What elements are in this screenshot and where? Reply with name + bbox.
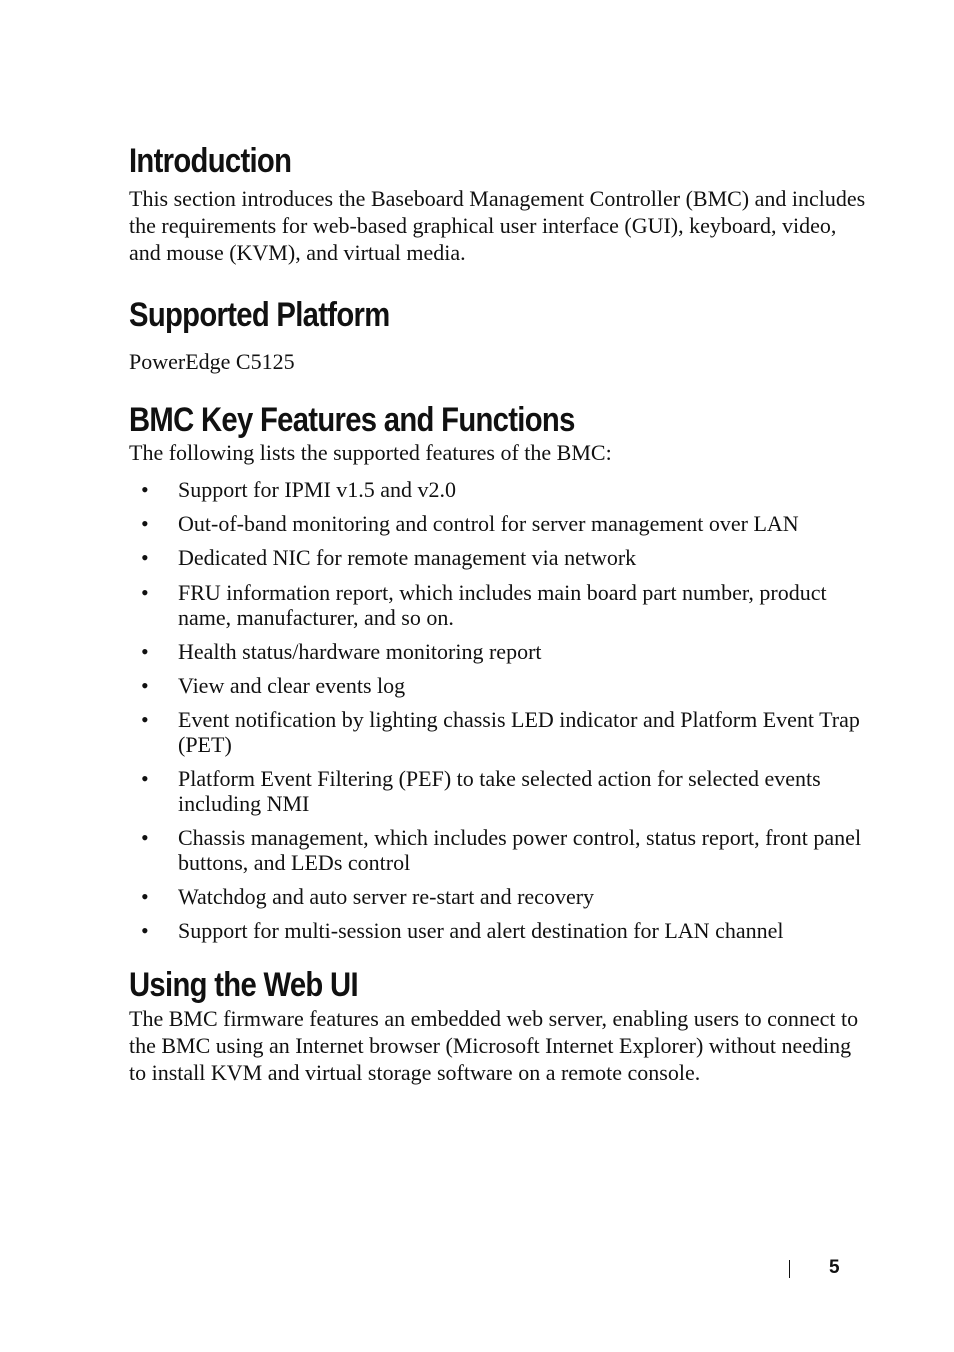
list-item-text: Support for IPMI v1.5 and v2.0 bbox=[178, 477, 457, 502]
list-item bbox=[129, 639, 869, 664]
list-item-text: Platform Event Filtering (PEF) to take selected action for selected events including NMI bbox=[178, 766, 821, 816]
bullet-icon: • bbox=[141, 580, 149, 605]
list-item bbox=[129, 707, 869, 757]
bullet-icon: • bbox=[141, 766, 149, 791]
bullet-icon: • bbox=[141, 673, 149, 698]
list-item-text: View and clear events log bbox=[178, 673, 406, 698]
list-item bbox=[129, 918, 869, 943]
list-item-text: Out-of-band monitoring and control for server management over LAN bbox=[178, 511, 799, 536]
list-item-text: Support for multi-session user and alert destination for LAN channel bbox=[178, 918, 784, 943]
bullet-icon: • bbox=[141, 511, 149, 536]
introduction-paragraph: This section introduces the Baseboard Management Controller (BMC) and includes the requirements for web-based graphical user interface (GUI), keyboard, video, and mouse (KVM), and virtual media. bbox=[129, 186, 866, 265]
bullet-icon: • bbox=[141, 825, 149, 850]
list-item bbox=[129, 766, 869, 816]
footer-divider bbox=[789, 1260, 790, 1278]
list-item bbox=[129, 884, 869, 909]
bullet-icon: • bbox=[141, 639, 149, 664]
web-ui-heading: Using the Web UI bbox=[129, 966, 358, 1004]
list-item-text: Chassis management, which includes power control, status report, front panel buttons, and LEDs control bbox=[178, 825, 862, 875]
page-number: 5 bbox=[829, 1257, 840, 1278]
list-item-text: Health status/hardware monitoring report bbox=[178, 639, 542, 664]
introduction-heading: Introduction bbox=[129, 142, 292, 180]
bullet-icon: • bbox=[141, 477, 149, 502]
list-item bbox=[129, 545, 869, 570]
list-item-text: Event notification by lighting chassis LED indicator and Platform Event Trap (PET) bbox=[178, 707, 860, 757]
bullet-icon: • bbox=[141, 545, 149, 570]
list-item bbox=[129, 477, 869, 502]
list-item bbox=[129, 511, 869, 536]
list-item bbox=[129, 580, 869, 630]
bmc-features-intro: The following lists the supported features of the BMC: bbox=[129, 440, 612, 465]
supported-platform-heading: Supported Platform bbox=[129, 296, 390, 334]
bullet-icon: • bbox=[141, 918, 149, 943]
bmc-features-list bbox=[129, 474, 869, 943]
supported-platform-paragraph: PowerEdge C5125 bbox=[129, 349, 295, 374]
bmc-features-heading: BMC Key Features and Functions bbox=[129, 401, 575, 439]
list-item-text: Dedicated NIC for remote management via network bbox=[178, 545, 637, 570]
list-item bbox=[129, 673, 869, 698]
bullet-icon: • bbox=[141, 884, 149, 909]
web-ui-paragraph: The BMC firmware features an embedded web server, enabling users to connect to the BMC using an Internet browser (Microsoft Internet Explorer) without needing to install KVM and virtual storage software on a remote console. bbox=[129, 1006, 859, 1085]
list-item bbox=[129, 825, 869, 875]
bullet-icon: • bbox=[141, 707, 149, 732]
list-item-text: Watchdog and auto server re-start and recovery bbox=[178, 884, 595, 909]
list-item-text: FRU information report, which includes main board part number, product name, manufacturer, and so on. bbox=[178, 580, 827, 630]
